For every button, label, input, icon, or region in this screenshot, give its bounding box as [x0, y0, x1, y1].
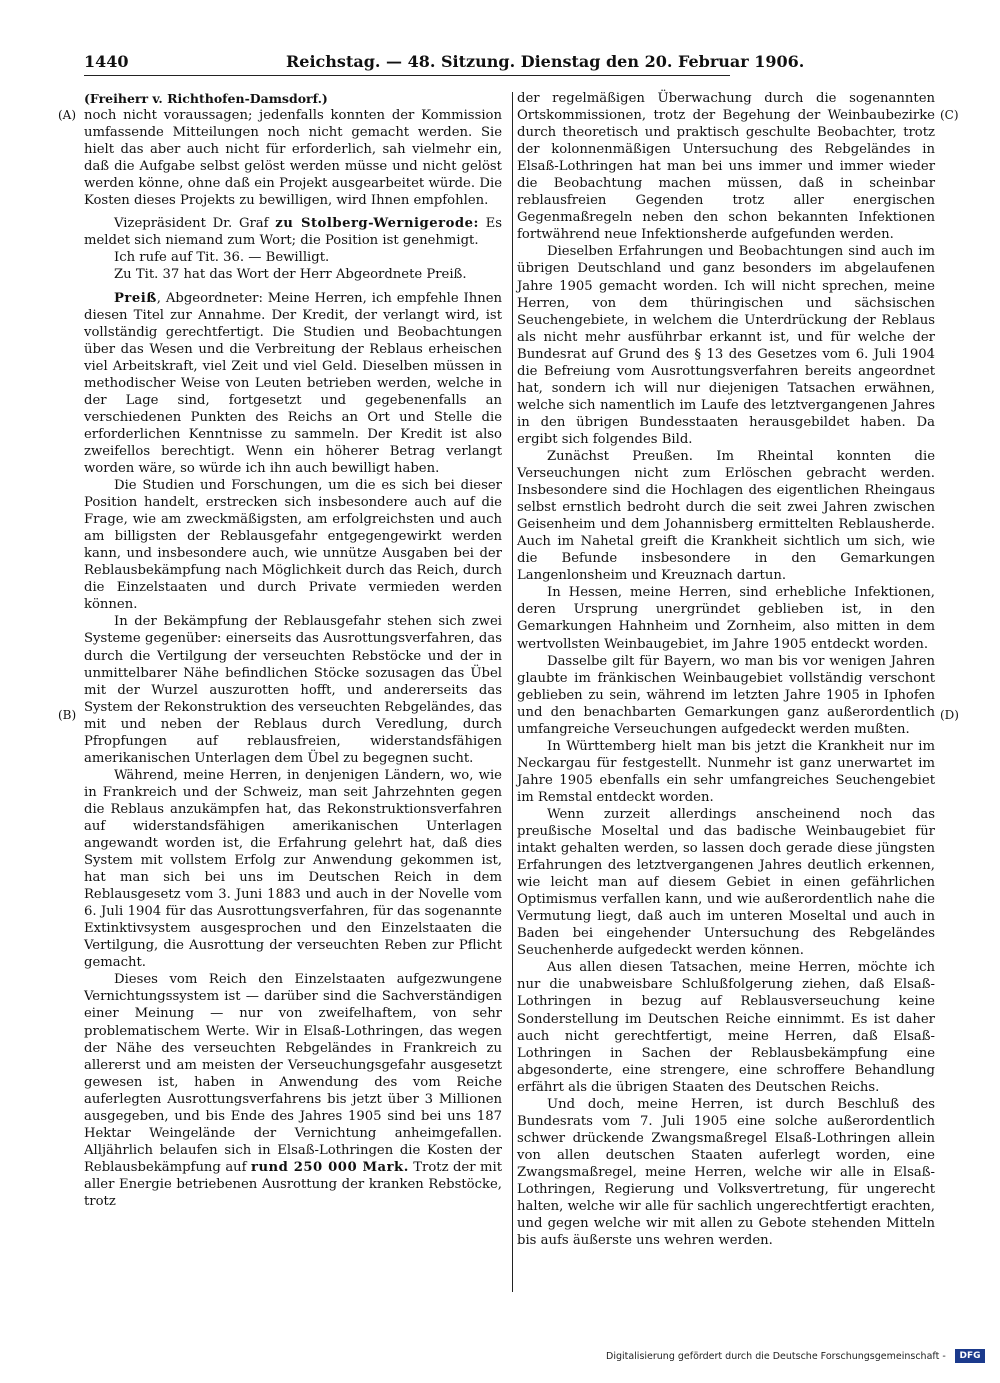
emphasized-amount: rund 250 000 Mark.	[251, 1159, 409, 1175]
dfg-credit: Digitalisierung gefördert durch die Deutsche Forschungsgemeinschaft -	[606, 1351, 946, 1362]
paragraph: Zu Tit. 37 hat das Wort der Herr Abgeordnete Preiß.	[114, 267, 467, 283]
paragraph-text: Dieses vom Reich den Einzelstaaten aufgezwungene Vernichtungssystem ist — darüber sind die Sachverständigen einer Meinung — nur von zweifelhaftem, von sehr problematischem Werte. Wir in Elsaß-Lothringen, das wegen der Nähe des verseuchten Rebgeländes in Frankreich zu allererst und am meisten der Verseuchungsgefahr ausgesetzt gewesen ist, haben in Anwendung des vom Reiche auferlegten Ausrottungsverfahrens bis jetzt über 3 Millionen ausgegeben, und bis Ende des Jahres 1905 sind bei uns 187 Hektar Weingelände der Vernichtung anheimgefallen. Alljährlich belaufen sich in Elsaß-Lothringen die Kosten der Reblausbekämpfung auf	[84, 972, 502, 1175]
dfg-logo: DFG	[955, 1349, 985, 1363]
speaker-intro: Vizepräsident Dr. Graf	[114, 216, 276, 232]
margin-marker-b: (B)	[58, 708, 77, 722]
speaker-name: zu Stolberg-Wernigerode:	[275, 216, 479, 232]
paragraph: Während, meine Herren, in denjenigen Ländern, wo, wie in Frankreich und der Schweiz, man seit Jahrzehnten gegen die Reblaus anzukämpfen hat, das Rekonstruktionsverfahren auf widerstandsfähigen amerikanischen Unterlagen angewandt worden ist, die Erfahrung gelehrt hat, daß dies System mit vollstem Erfolg zur Anwendung gekommen ist, hat man sich bei uns im Deutschen Reich in dem Reblausgesetz vom 3. Juni 1883 und auch in der Novelle vom 6. Juli 1904 für das Ausrottungsverfahren, für das sogenannte Extinktivsystem ausgesprochen und den Einzelstaaten die Vertilgung, die Ausrottung der verseuchten Reben zur Pflicht gemacht.	[84, 767, 502, 971]
paragraph: noch nicht voraussagen; jedenfalls konnten der Kommission umfassende Mitteilungen noch nicht gemacht werden. Sie hielt das aber auch nicht für erforderlich, sah vielmehr ein, daß die Aufgabe selbst gelöst werden müsse und nicht gelöst werden könne, ohne daß ein Projekt ausgearbeitet würde. Die Kosten dieses Projekts zu bewilligen, wird Ihnen empfohlen.	[84, 108, 502, 209]
paragraph: Zunächst Preußen. Im Rheintal konnten die Verseuchungen nicht zum Erlöschen gebracht werden. Insbesondere sind die Hochlagen des eigentlichen Rheingaus selbst ernstlich bedroht durch die seit zwei Jahren zwischen Geisenheim und dem Johannisberg ermittelten Reblausherde. Auch im Nahetal greift die Krankheit sichtlich um sich, wie die Befunde insbesondere in den Gemarkungen Langenlonsheim und Kreuznach dartun.	[517, 448, 935, 584]
paragraph	[84, 290, 502, 478]
paragraph: der regelmäßigen Überwachung durch die sogenannten Ortskommissionen, trotz der Begehung der Weinbaubezirke durch theoretisch und praktisch geschulte Beobachter, trotz der kolonnenmäßigen Untersuchung des Rebgeländes in Elsaß-Lothringen hat man bei uns immer und immer wieder die Beobachtung machen müssen, daß in scheinbar reblausfreien Gegenden trotz aller energischen Gegenmaßregeln neben den schon bekannten Infektionen fortwährend neue Infektionsherde aufgefunden werden.	[517, 91, 935, 243]
paragraph-text: Trotz der mit aller Energie betriebenen Ausrottung der kranken Rebstöcke, trotz	[84, 1159, 503, 1209]
left-column	[84, 90, 502, 1210]
paragraph-text: , Abgeordneter: Meine Herren, ich empfehle Ihnen diesen Titel zur Annahme. Der Kredit, der verlangt wird, ist vollständig gerechtfertigt. Die Studien und Beobachtungen über das Wesen und die Verbreitung der Reblaus erheischen viel Arbeitskraft, viel Zeit und viel Geld. Dieselben müssen in methodischer Weise von Leuten betrieben werden, welche in der Lage sind, fortgesetzt und gegebenenfalls an verschiedenen Punkten des Reichs an Ort und Stelle die erforderlichen Kenntnisse zu sammeln. Der Kredit ist also zweifellos berechtigt. Wenn ein höherer Betrag verlangt worden wäre, so würde ich ihn auch bewilligt haben.	[84, 290, 502, 476]
paragraph	[84, 971, 502, 1210]
page-header	[84, 52, 805, 74]
paragraph: Dasselbe gilt für Bayern, wo man bis vor wenigen Jahren glaubte im fränkischen Weinbaugebiet vollständig verschont geblieben zu sein, während im letzten Jahre 1905 in Iphofen und den benachbarten Gemarkungen ganz außerordentlich umfangreiche Verseuchungen aufgedeckt werden mußten.	[517, 653, 935, 737]
column-divider	[512, 92, 513, 1292]
header-rule	[84, 75, 730, 76]
paragraph: In Hessen, meine Herren, sind erhebliche Infektionen, deren Ursprung unergründet geblieben ist, in den Gemarkungen Hahnheim und Zornheim, also mitten in dem wertvollsten Weinbaugebiet, im Jahre 1905 entdeckt worden.	[517, 585, 935, 652]
paragraph: Dieselben Erfahrungen und Beobachtungen sind auch im übrigen Deutschland und ganz besonders im abgelaufenen Jahre 1905 gemacht worden. Ich will nicht sprechen, meine Herren, von dem thüringischen und sächsischen Seuchengebiete, in welchem die Unterdrückung der Reblaus als nicht mehr ausführbar erkannt ist, und für welche der Bundesrat auf Grund des § 13 des Gesetzes vom 6. Juli 1904 die Befreiung vom Ausrottungsverfahren bereits angeordnet hat, sondern ich will nur diejenigen Tatsachen erwähnen, welche sich namentlich im Laufe des letztvergangenen Jahres in den übrigen Bundesstaaten herausgebildet haben. Da ergibt sich folgendes Bild.	[517, 244, 935, 447]
page-number: 1440	[84, 52, 129, 71]
paragraph: Und doch, meine Herren, ist durch Beschluß des Bundesrats vom 7. Juli 1905 eine solche außerordentlich schwer drückende Zwangsmaßregel Elsaß-Lothringen allein von allen deutschen Staaten auferlegt worden, eine Zwangsmaßregel, meine Herren, welche wir alle in Elsaß-Lothringen, Regierung und Volksvertretung, für ungerecht halten, welche wir alle für sachlich ungerechtfertigt erachten, und gegen welche wir mit allen zu Gebote stehenden Mitteln bis aufs äußerste uns wehren werden.	[517, 1096, 935, 1249]
paragraph: Aus allen diesen Tatsachen, meine Herren, möchte ich nur die unabweisbare Schlußfolgerung ziehen, daß Elsaß-Lothringen in bezug auf Reblausverseuchung keine Sonderstellung im Deutschen Reiche einnimmt. Es ist daher auch nicht gerechtfertigt, meine Herren, daß Elsaß-Lothringen in Sachen der Reblausbekämpfung eine abgesonderte, eine strengere, eine schroffere Behandlung erfährt als die übrigen Staaten des Deutschen Reichs.	[517, 960, 935, 1095]
margin-marker-a: (A)	[58, 108, 77, 122]
paragraph: Wenn zurzeit allerdings anscheinend noch das preußische Moseltal und das badische Weinbaugebiet für intakt gehalten werden, so lassen doch gerade diese jüngsten Erfahrungen des letztvergangenen Jahres deutlich erkennen, wie leicht man auf diesem Gebiet in einen gefährlichen Optimismus verfallen kann, und wie außerordentlich nahe die Vermutung liegt, daß auch im unteren Moseltal und auch in Baden bei eingehender Untersuchung des Rebgeländes Seuchenherde aufgedeckt werden können.	[517, 806, 935, 959]
paragraph: In der Bekämpfung der Reblausgefahr stehen sich zwei Systeme gegenüber: einerseits das Ausrottungsverfahren, das durch die Vertilgung der verseuchten Rebstöcke und der in unmittelbarer Nähe befindlichen Stöcke sozusagen das Übel mit der Wurzel auszurotten hofft, und andererseits das System der Rekonstruktion des verseuchten Rebgeländes, das mit und neben der Reblaus durch Veredlung, durch Pfropfungen auf reblausfreien, widerstandsfähigen amerikanischen Unterlagen dem Übel zu begegnen sucht.	[84, 614, 502, 766]
paragraph: Die Studien und Forschungen, um die es sich bei dieser Position handelt, erstrecken sich insbesondere auch auf die Frage, wie am zweckmäßigsten, am erfolgreichsten und auch am billigsten der Reblausgefahr entgegengewirkt werden kann, und insbesondere auch, wie unnütze Ausgaben bei der Reblausbekämpfung nach Möglichkeit durch das Reich, durch die Einzelstaaten und durch Private vermieden werden können.	[84, 478, 502, 613]
right-column	[517, 90, 935, 1249]
running-title: Reichstag. — 48. Sitzung. Dienstag den 20. Februar 1906.	[286, 52, 805, 71]
paragraph	[84, 215, 502, 249]
paragraph: Ich rufe auf Tit. 36. — Bewilligt.	[114, 250, 330, 266]
speaker-tag: (Freiherr v. Richthofen-Damsdorf.)	[84, 91, 328, 106]
margin-marker-c: (C)	[940, 108, 959, 122]
paragraph-text: Es meldet sich niemand zum Wort; die Position ist genehmigt.	[84, 216, 503, 249]
margin-marker-d: (D)	[940, 708, 959, 722]
paragraph: In Württemberg hielt man bis jetzt die Krankheit nur im Neckargau für festgestellt. Nunmehr ist ganz unerwartet im Jahre 1905 ebenfalls ein sehr umfangreiches Seuchengebiet im Remstal entdeckt worden.	[517, 738, 935, 805]
speaker-name: Preiß	[114, 290, 157, 306]
